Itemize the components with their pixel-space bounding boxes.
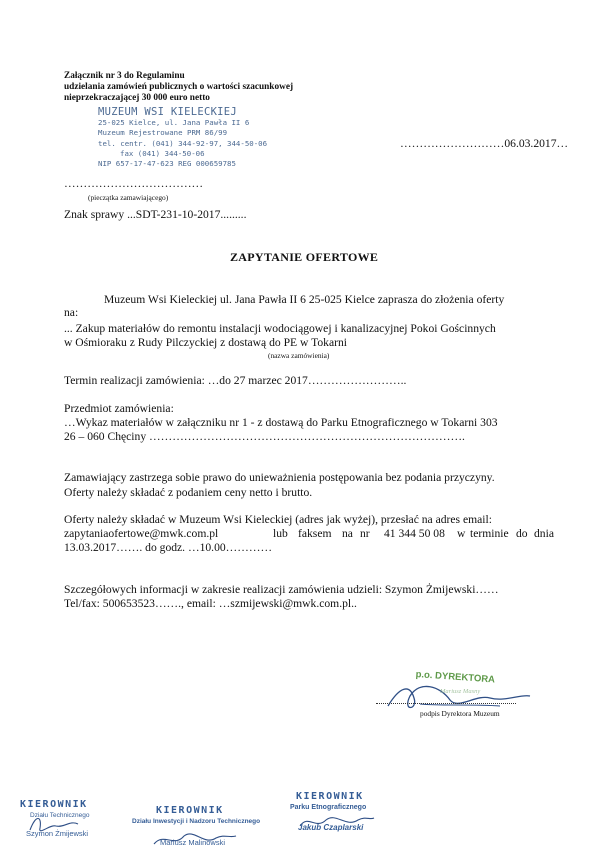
- header-line-3: nieprzekraczającej 30 000 euro netto: [64, 93, 210, 103]
- submission-line-3: 13.03.2017……. do godz. …10.00…………: [64, 541, 273, 554]
- bottom-stamp-1-name: Szymon Żmijewski: [26, 829, 89, 838]
- header-line-1: Załącznik nr 3 do Regulaminu: [64, 71, 185, 81]
- submission-word-faksem: faksem: [298, 527, 332, 540]
- stamp-tel: tel. centr. (041) 344-92-97, 344-50-06: [98, 139, 268, 148]
- bottom-stamp-1-role: KIEROWNIK: [20, 799, 88, 810]
- case-number: Znak sprawy ...SDT-231-10-2017.........: [64, 208, 247, 221]
- stamp-registered: Muzeum Rejestrowane PRM 86/99: [98, 128, 228, 137]
- order-name-caption: (nazwa zamówienia): [268, 351, 330, 360]
- bottom-stamp-2-dept: Działu Inwestycji i Nadzoru Technicznego: [132, 818, 261, 825]
- stamp-nip: NIP 657-17-47-623 REG 000659785: [98, 159, 236, 168]
- contact-line-2: Tel/fax: 500653523……., email: …szmijewski@mwk.com.pl..: [64, 597, 357, 610]
- bottom-stamp-2-name: Mariusz Malinowski: [160, 838, 226, 847]
- submission-line-1: Oferty należy składać w Muzeum Wsi Kieleckiej (adres jak wyżej), przesłać na adres email:: [64, 513, 492, 526]
- order-name-line-2: w Ośmioraku z Rudy Pilczyckiej z dostawą do PE w Tokarni: [64, 336, 347, 349]
- deadline-text: Termin realizacji zamówienia: …do 27 marzec 2017……………………..: [64, 374, 407, 387]
- stamp-caption: (pieczątka zamawiającego): [88, 193, 169, 202]
- bottom-stamp-3-name: Jakub Czaplarski: [298, 823, 364, 832]
- submission-word-na: na: [342, 527, 353, 540]
- order-name-line-1: ... Zakup materiałów do remontu instalacji wodociągowej i kanalizacyjnej Pokoi Gościnnych: [64, 322, 496, 335]
- submission-fax-number: 41 344 50 08: [384, 527, 445, 540]
- bottom-stamp-3-role: KIEROWNIK: [296, 791, 364, 802]
- intro-na: na:: [64, 306, 79, 319]
- signature-line: [376, 703, 516, 704]
- signature-caption: podpis Dyrektora Muzeum: [420, 709, 500, 718]
- subject-line-2: 26 – 060 Chęciny ……………………………………………………………………….: [64, 430, 465, 443]
- stamp-fax: fax (041) 344-50-06: [120, 149, 205, 158]
- contact-line-1: Szczegółowych informacji w zakresie realizacji zamówienia udzieli: Szymon Żmijewski……: [64, 583, 499, 596]
- submission-word-w: w: [457, 527, 466, 540]
- submission-email: zapytaniaofertowe@mwk.com.pl: [64, 527, 219, 540]
- bottom-stamp-1-dept: Działu Technicznego: [30, 812, 90, 819]
- submission-word-do: do: [516, 527, 528, 540]
- submission-word-lub: lub: [273, 527, 288, 540]
- document-date: ………………………06.03.2017…: [400, 137, 569, 150]
- subject-label: Przedmiot zamówienia:: [64, 402, 174, 415]
- submission-word-dnia: dnia: [534, 527, 554, 540]
- submission-word-nr: nr: [360, 527, 370, 540]
- page-title: ZAPYTANIE OFERTOWE: [230, 250, 379, 264]
- bottom-stamp-3-dept: Parku Etnograficznego: [290, 804, 367, 811]
- bottom-stamp-2-role: KIEROWNIK: [156, 805, 224, 816]
- director-stamp: p.o. DYREKTORA: [415, 669, 496, 686]
- director-scrawl: Mariusz Masny: [440, 688, 481, 695]
- reservation-line-1: Zamawiający zastrzega sobie prawo do unieważnienia postępowania bez podania przyczyny.: [64, 471, 495, 484]
- stamp-placeholder-line: ………………………………: [64, 177, 204, 190]
- stamp-address: 25-025 Kielce, ul. Jana Pawła II 6: [98, 118, 250, 127]
- header-line-2: udzielania zamówień publicznych o wartości szacunkowej: [64, 82, 294, 92]
- reservation-line-2: Oferty należy składać z podaniem ceny netto i brutto.: [64, 486, 313, 499]
- submission-word-terminie: terminie: [470, 527, 509, 540]
- stamp-name: MUZEUM WSI KIELECKIEJ: [98, 106, 238, 118]
- subject-line-1: …Wykaz materiałów w załączniku nr 1 - z dostawą do Parku Etnograficznego w Tokarni 303: [64, 416, 498, 429]
- intro-text: Muzeum Wsi Kieleckiej ul. Jana Pawła II 6 25-025 Kielce zaprasza do złożenia oferty: [104, 293, 505, 306]
